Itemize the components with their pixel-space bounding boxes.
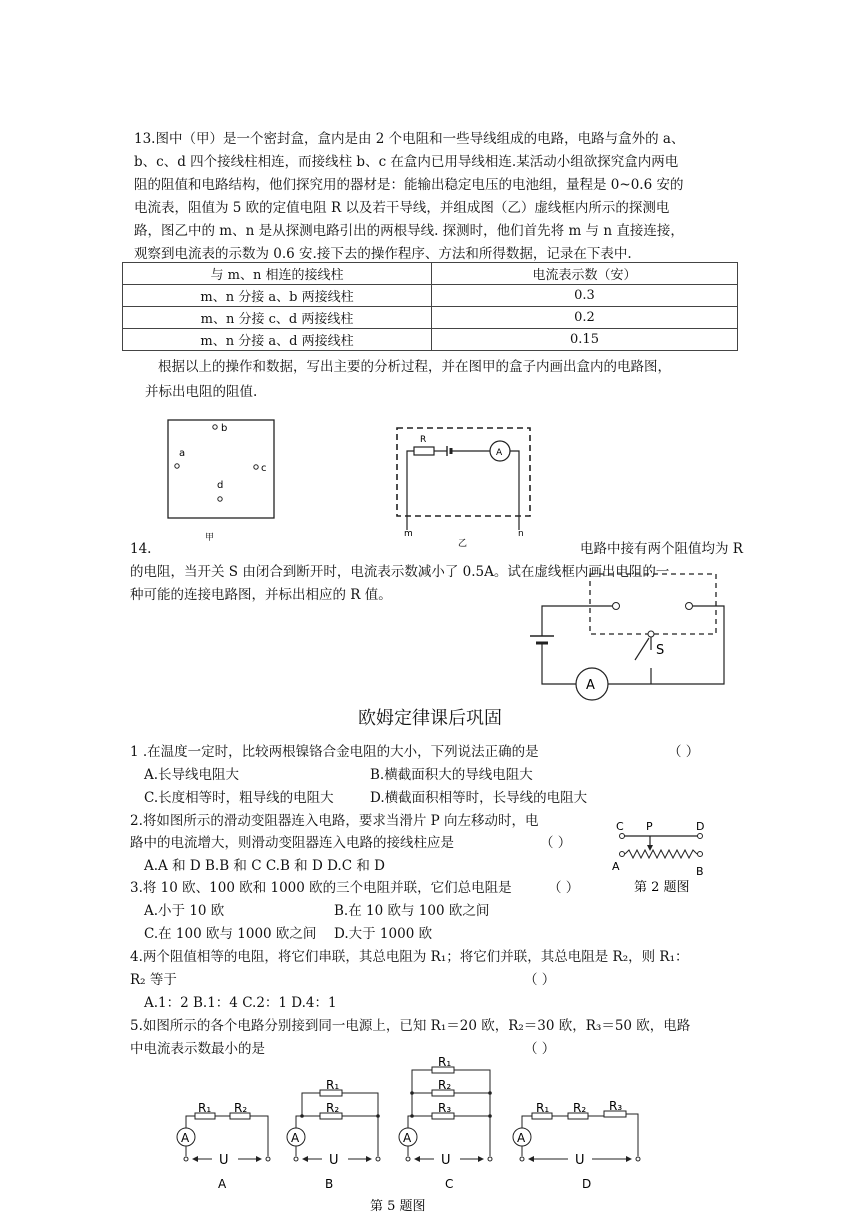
label-R1: R₁ (198, 1101, 212, 1115)
terminal-d (218, 497, 222, 501)
wire-m (407, 451, 414, 530)
voltage-label: U (575, 1153, 585, 1168)
arrow-head (256, 1156, 262, 1162)
q2-line-2: 路中的电流增大，则滑动变阻器连入电路的接线柱应是 (130, 835, 454, 851)
table-header-cell: 电流表示数（安） (432, 263, 738, 285)
q1-option-d: D.横截面积相等时，长导线的电阻大 (370, 790, 588, 806)
table-cell: m、n 分接 a、b 两接线柱 (123, 285, 432, 307)
table-header-cell: 与 m、n 相连的接线柱 (123, 263, 432, 285)
circuit-label: B (325, 1177, 334, 1191)
q1-stem: 1 .在温度一定时，比较两根镍铬合金电阻的大小，下列说法正确的是 (130, 744, 539, 760)
question-13-text (134, 128, 744, 266)
wire (250, 1116, 268, 1156)
table-row (123, 285, 738, 307)
table-row (123, 307, 738, 329)
terminal (294, 1157, 298, 1161)
wire (296, 1116, 320, 1128)
ammeter-label: A (403, 1131, 412, 1145)
table-cell: m、n 分接 c、d 两接线柱 (123, 307, 432, 329)
voltage-label: U (219, 1153, 229, 1168)
q3-stem: 3.将 10 欧、100 欧和 1000 欧的三个电阻并联，它们总电阻是 (130, 880, 512, 896)
q14-line-3: 种可能的连接电路图，并标出相应的 R 值。 (130, 587, 392, 603)
circuit-a (177, 1101, 270, 1191)
terminal-right (686, 603, 693, 610)
figure-jia-sealed-box (160, 415, 290, 550)
label-R1: R₁ (536, 1101, 550, 1115)
label-R2: R₂ (326, 1101, 340, 1115)
ammeter-label: A (291, 1131, 300, 1145)
wire (186, 1116, 195, 1128)
q13-line-1: 13.图中（甲）是一个密封盒，盒内是由 2 个电阻和一些导线组成的电路，电路与盒外的 a、 (134, 131, 685, 147)
wire (522, 1116, 532, 1128)
arrow-head (478, 1156, 484, 1162)
q4-line-2: R₂ 等于 (130, 972, 177, 988)
arrow-head (626, 1156, 632, 1162)
wire-bottom (542, 643, 576, 684)
label-b: b (221, 423, 228, 434)
label-R1: R₁ (438, 1055, 452, 1069)
figure-caption-q5: 第 5 题图 (370, 1199, 426, 1214)
table-cell: 0.3 (432, 285, 738, 307)
wire (626, 1114, 638, 1156)
figure-caption-jia: 甲 (205, 533, 215, 543)
terminal (406, 1157, 410, 1161)
terminal (520, 1157, 524, 1161)
table-cell: m、n 分接 a、d 两接线柱 (123, 329, 432, 351)
box-outline (168, 420, 274, 518)
terminal (636, 1157, 640, 1161)
wire (302, 1093, 320, 1116)
circuit-c (399, 1055, 492, 1191)
label-a: a (179, 448, 186, 459)
q2-rheostat-figure (608, 818, 720, 898)
label-m: m (404, 529, 413, 539)
q3-option-b: B.在 10 欧与 100 欧之间 (334, 903, 490, 919)
q13-line-2: b、c、d 四个接线柱相连，而接线柱 b、c 在盒内已用导线相连.某活动小组欲探究盒内两电 (134, 154, 679, 170)
q14-number: 14. (130, 541, 152, 557)
label-R2: R₂ (438, 1078, 452, 1092)
q3-option-a: A.小于 10 欧 (144, 903, 225, 919)
terminal-C (620, 834, 625, 839)
ammeter-label: A (517, 1131, 526, 1145)
arrow-head (302, 1156, 308, 1162)
label-D: D (696, 820, 705, 833)
terminal-left (613, 603, 620, 610)
q2-line-1: 2.将如图所示的滑动变阻器连入电路，要求当滑片 P 向左移动时，电 (130, 813, 539, 829)
slider-arrow (647, 845, 653, 851)
q1-option-c: C.长度相等时，粗导线的电阻大 (144, 790, 334, 806)
q13-line-6: 观察到电流表的示数为 0.6 安.接下去的操作程序、方法和所得数据，记录在下表中. (134, 246, 632, 262)
terminal (184, 1157, 188, 1161)
q2-answer-bracket: （ ） (540, 835, 572, 851)
wire (342, 1093, 378, 1156)
label-B: B (696, 865, 704, 878)
switch-contact (648, 631, 654, 637)
q13-instruction-2: 并标出电阻的阻值. (145, 384, 258, 400)
arrow-head (528, 1156, 534, 1162)
terminal (488, 1157, 492, 1161)
dashed-answer-box (590, 574, 716, 634)
resistance-coil (625, 850, 697, 858)
figure-yi-probe-circuit (392, 420, 542, 550)
table-header-row (123, 263, 738, 285)
label-c: c (261, 463, 267, 474)
resistor-R (414, 447, 434, 455)
q5-line-2: 中电流表示数最小的是 (130, 1041, 265, 1057)
label-A: A (612, 860, 620, 873)
switch-blade (635, 638, 649, 660)
circuit-label: D (582, 1177, 592, 1191)
q13-line-3: 阻的阻值和电路结构，他们探究用的器材是：能输出稳定电压的电池组，量程是 0~0.6 安的 (134, 177, 684, 193)
wire (454, 1070, 490, 1156)
circuit-b (287, 1078, 380, 1191)
junction-dot (376, 1114, 380, 1118)
label-d: d (217, 480, 224, 491)
terminal-c (254, 465, 258, 469)
q4-options: A.1：2 B.1：4 C.2：1 D.4：1 (144, 995, 337, 1011)
label-R3: R₃ (609, 1099, 623, 1113)
q3-option-d: D.大于 1000 欧 (334, 926, 433, 942)
ammeter-label: A (586, 678, 595, 693)
label-R2: R₂ (573, 1101, 587, 1115)
q5-line-1: 5.如图所示的各个电路分别接到同一电源上，已知 R₁＝20 欧，R₂＝30 欧，R₃＝50 欧，电路 (130, 1018, 691, 1034)
q1-option-a: A.长导线电阻大 (144, 767, 240, 783)
q4-line-1: 4.两个阻值相等的电阻，将它们串联，其总电阻为 R₁；将它们并联，其总电阻是 R₂，则 R₁： (130, 949, 689, 965)
ammeter-label: A (181, 1131, 190, 1145)
junction-dot (488, 1114, 492, 1118)
wire-n (510, 451, 519, 530)
q13-line-4: 电流表，阻值为 5 欧的定值电阻 R 以及若干导线，并组成图（乙）虚线框内所示的探测电 (134, 200, 670, 216)
circuit-label: A (218, 1177, 227, 1191)
arrow-head (366, 1156, 372, 1162)
terminal (376, 1157, 380, 1161)
terminal-A (620, 852, 625, 857)
q5-circuits-figure (170, 1048, 650, 1214)
table-cell: 0.2 (432, 307, 738, 329)
figure-caption-q2: 第 2 题图 (634, 880, 690, 895)
q4-answer-bracket: （ ） (524, 972, 556, 988)
switch-label: S (656, 643, 665, 658)
terminal (266, 1157, 270, 1161)
q2-options: A.A 和 D B.B 和 C C.B 和 D D.C 和 D (144, 858, 385, 874)
wire-left (542, 606, 612, 636)
circuit-d (513, 1099, 640, 1191)
voltage-label: U (329, 1153, 339, 1168)
circuit-label: C (445, 1177, 454, 1191)
section-title: 欧姆定律课后巩固 (358, 708, 502, 729)
q14-line-1: 电路中接有两个阻值均为 R (580, 541, 743, 557)
terminal-b (213, 425, 217, 429)
junction-dot (300, 1114, 304, 1118)
q1-answer-bracket: （ ） (668, 744, 700, 760)
wire-right (608, 606, 724, 684)
table-cell: 0.15 (432, 329, 738, 351)
terminal-a (175, 464, 179, 468)
label-P: P (646, 820, 653, 833)
label-n: n (518, 529, 524, 539)
label-R3: R₃ (438, 1101, 452, 1115)
voltage-label: U (441, 1153, 451, 1168)
dashed-probe-box (397, 428, 530, 516)
figure-caption-yi: 乙 (458, 539, 468, 549)
q5-answer-bracket: （ ） (524, 1041, 556, 1057)
q3-option-c: C.在 100 欧与 1000 欧之间 (144, 926, 317, 942)
terminal-D (698, 834, 703, 839)
q13-line-5: 路，图乙中的 m、n 是从探测电路引出的两根导线. 探测时，他们首先将 m 与 n 直接连接， (134, 223, 684, 239)
arrow-head (414, 1156, 420, 1162)
ammeter-label: A (496, 448, 503, 458)
junction-dot (488, 1091, 492, 1095)
label-C: C (616, 820, 624, 833)
label-R1: R₁ (326, 1078, 340, 1092)
q14-circuit-figure (516, 568, 736, 703)
junction-dot (410, 1091, 414, 1095)
table-row (123, 329, 738, 351)
q14-line-2: 的电阻，当开关 S 由闭合到断开时，电流表示数减小了 0.5A。试在虚线框内画出电阻的一 (130, 564, 670, 580)
label-R: R (420, 435, 427, 445)
label-R2: R₂ (234, 1101, 248, 1115)
q13-data-table (122, 262, 738, 351)
q1-option-b: B.横截面积大的导线电阻大 (370, 767, 533, 783)
q13-instruction-1: 根据以上的操作和数据，写出主要的分析过程，并在图甲的盒子内画出盒内的电路图， (158, 359, 671, 375)
q3-answer-bracket: （ ） (548, 880, 580, 896)
terminal-B (698, 852, 703, 857)
wire (408, 1116, 432, 1128)
junction-dot (410, 1114, 414, 1118)
arrow-head (192, 1156, 198, 1162)
